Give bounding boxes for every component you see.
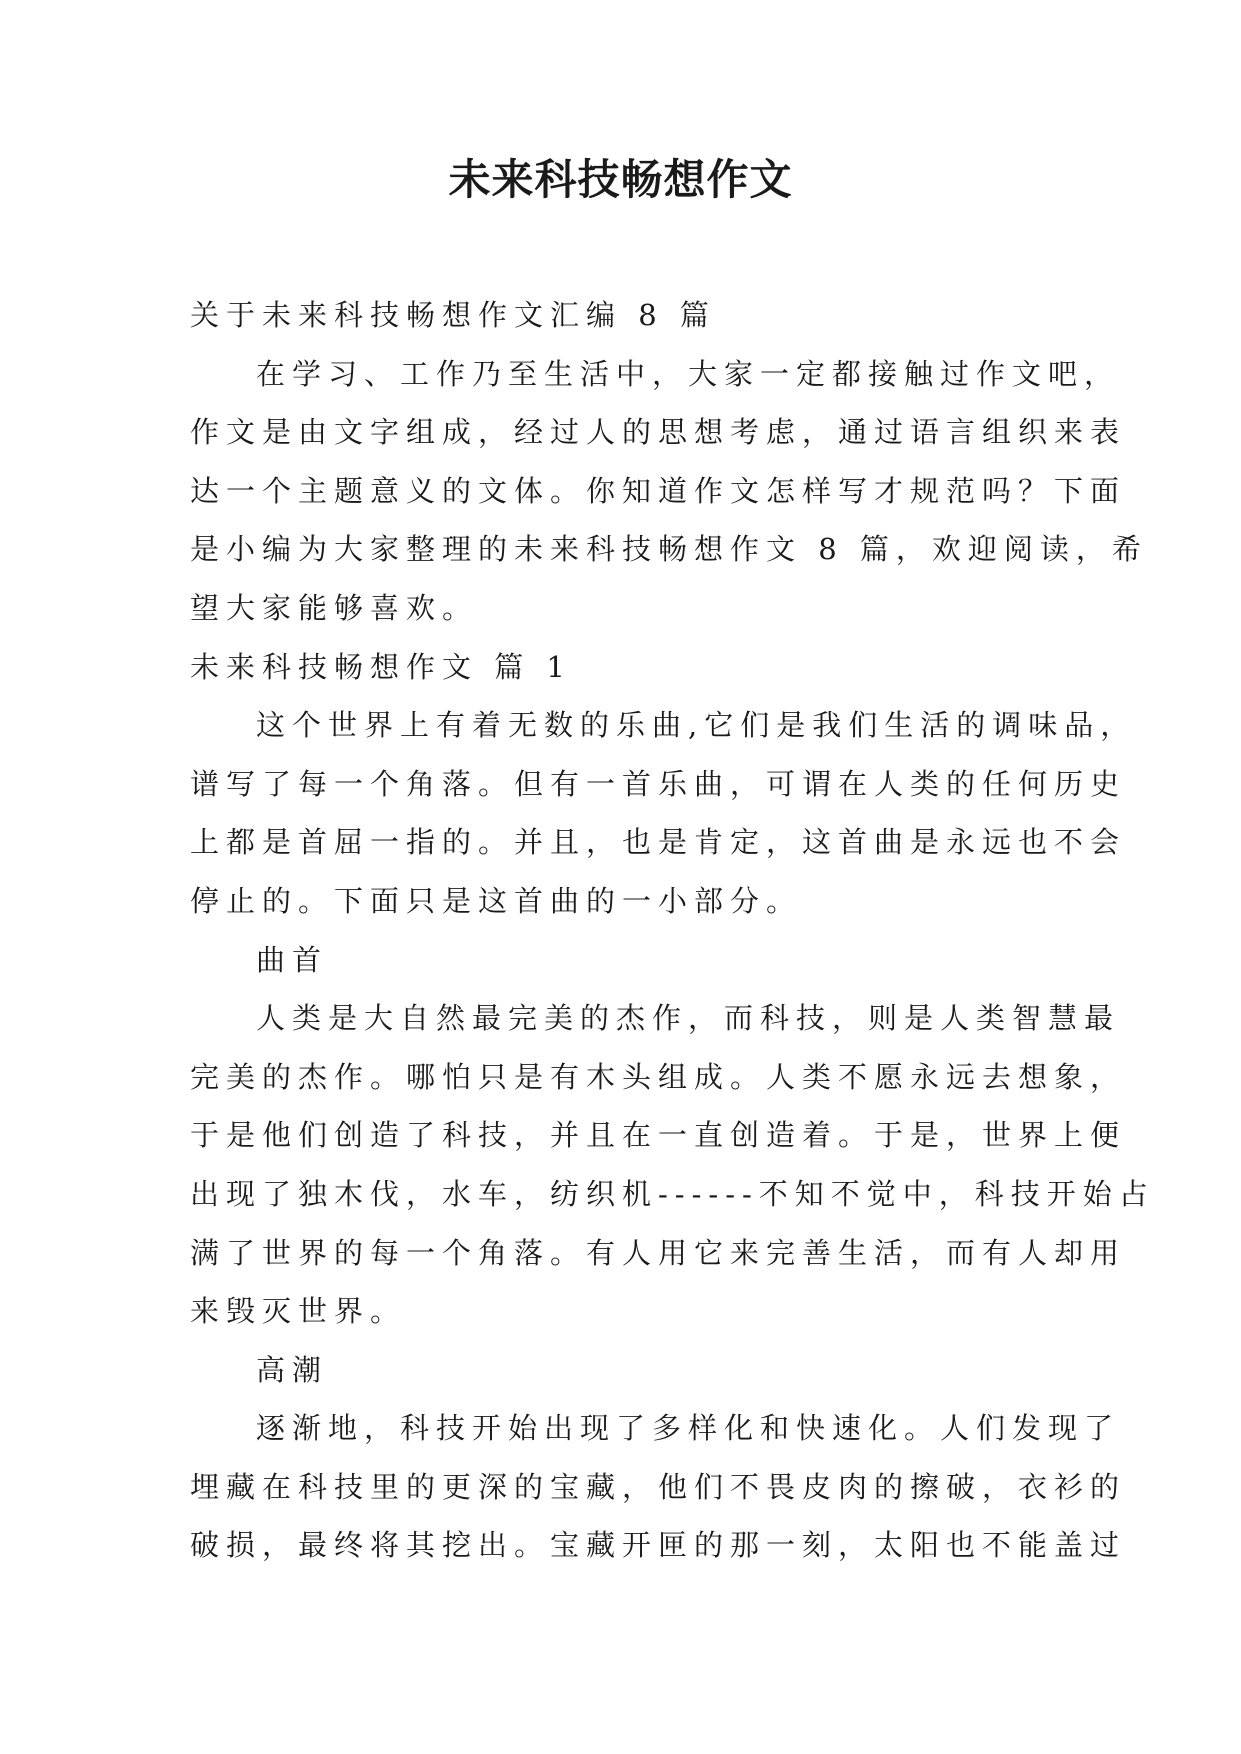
text-line: 高潮	[256, 1352, 329, 1387]
text-line: 在学习、工作乃至生活中，大家一定都接触过作文吧，	[256, 356, 1121, 391]
text-line: 这个世界上有着无数的乐曲,它们是我们生活的调味品，	[256, 708, 1137, 743]
text-line: 达一个主题意义的文体。你知道作文怎样写才规范吗？下面	[190, 473, 1127, 508]
text-line: 停止的。下面只是这首曲的一小部分。	[190, 883, 803, 918]
text-line: 曲首	[256, 942, 329, 977]
text-line: 逐渐地，科技开始出现了多样化和快速化。人们发现了	[256, 1411, 1121, 1446]
text-line: 谱写了每一个角落。但有一首乐曲，可谓在人类的任何历史	[190, 766, 1127, 801]
text-line: 于是他们创造了科技，并且在一直创造着。于是，世界上便	[190, 1118, 1127, 1153]
document-title: 未来科技畅想作文	[448, 155, 793, 204]
text-line: 人类是大自然最完美的杰作，而科技，则是人类智慧最	[256, 1001, 1121, 1036]
document-body	[190, 286, 1155, 1575]
text-line: 出现了独木伐，水车，纺织机------不知不觉中，科技开始占	[190, 1176, 1155, 1211]
text-line: 关于未来科技畅想作文汇编 8 篇	[190, 298, 716, 332]
text-line: 来毁灭世界。	[190, 1294, 407, 1329]
text-line: 埋藏在科技里的更深的宝藏，他们不畏皮肉的擦破，衣衫的	[190, 1469, 1127, 1504]
text-line: 是小编为大家整理的未来科技畅想作文 8 篇，欢迎阅读，希	[190, 532, 1148, 567]
text-line: 上都是首屈一指的。并且，也是肯定，这首曲是永远也不会	[190, 825, 1127, 860]
text-line: 破损，最终将其挖出。宝藏开匣的那一刻，太阳也不能盖过	[190, 1528, 1127, 1563]
text-line: 满了世界的每一个角落。有人用它来完善生活，而有人却用	[190, 1235, 1127, 1270]
text-line: 望大家能够喜欢。	[190, 590, 479, 625]
text-line: 完美的杰作。哪怕只是有木头组成。人类不愿永远去想象，	[190, 1059, 1127, 1094]
text-line: 未来科技畅想作文 篇 1	[190, 649, 572, 684]
text-line: 作文是由文字组成，经过人的思想考虑，通过语言组织来表	[190, 415, 1127, 450]
